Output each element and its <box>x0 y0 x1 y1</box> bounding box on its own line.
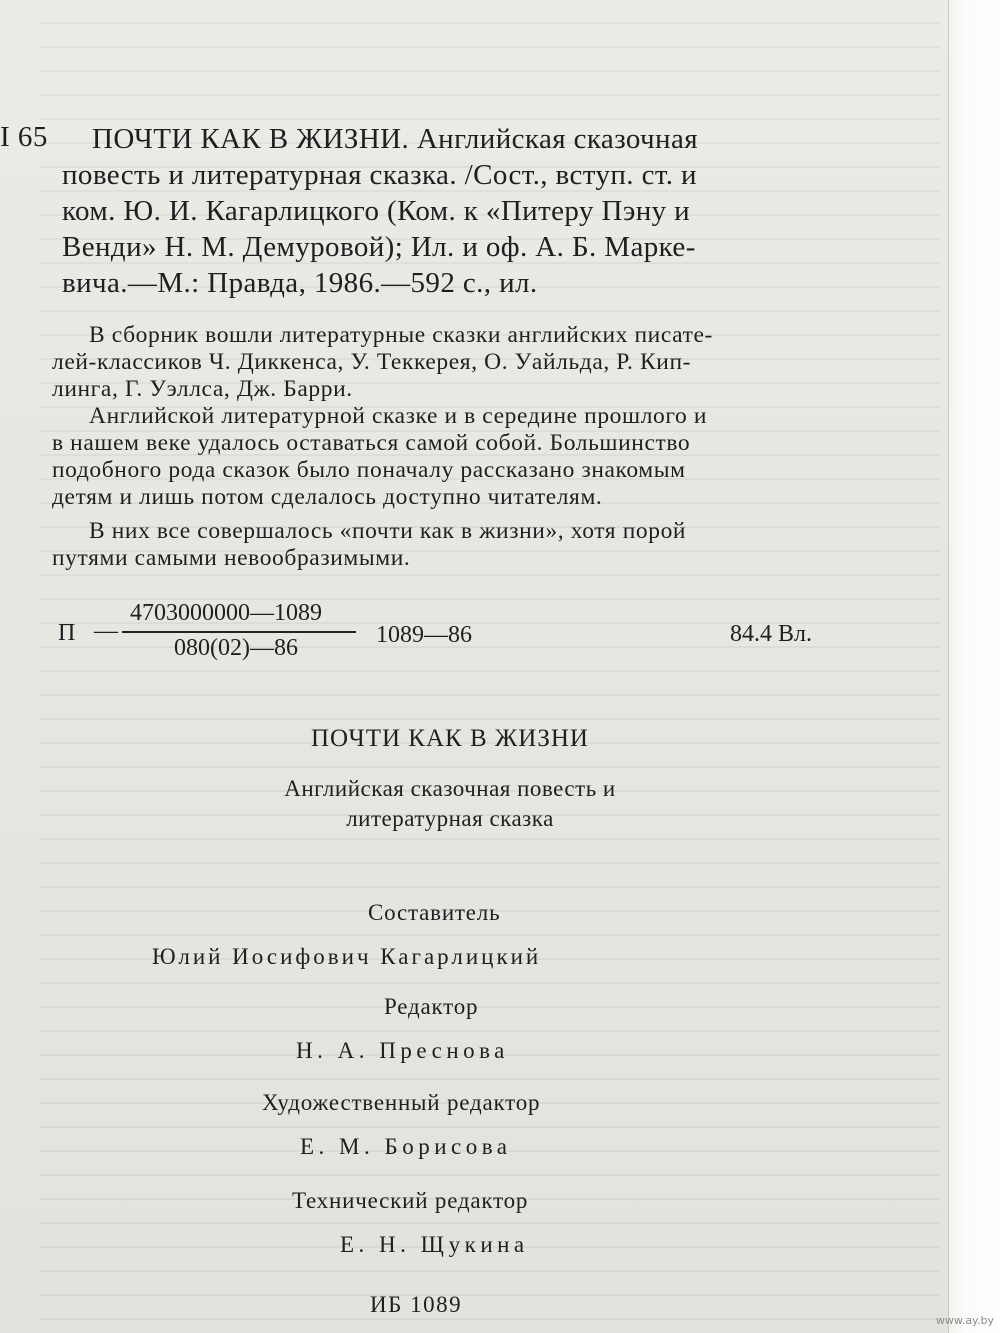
annotation-line: линга, Г. Уэллса, Дж. Барри. <box>52 376 353 402</box>
book-title: ПОЧТИ КАК В ЖИЗНИ <box>311 725 589 752</box>
annotation-line: Английской литературной сказке и в середине прошлого и <box>89 403 708 429</box>
annotation-line: детям и лишь потом сделалось доступно читателям. <box>52 484 603 510</box>
biblio-line: вича.—М.: Правда, 1986.—592 с., ил. <box>62 267 538 299</box>
credit-name-editor: Н. А. Преснова <box>296 1038 509 1063</box>
annotation-line: лей-классиков Ч. Диккенса, У. Теккерея, О. Уайльда, Р. Кип- <box>52 349 692 375</box>
credit-role-tech-editor: Технический редактор <box>292 1188 529 1213</box>
catalog-order: 1089—86 <box>376 622 472 648</box>
credit-name-tech-editor: Е. Н. Щукина <box>340 1232 529 1257</box>
annotation-line: в нашем веке удалось оставаться самой собой. Большинство <box>52 430 691 456</box>
annotation-line: В них все совершалось «почти как в жизни», хотя порой <box>89 518 687 544</box>
credit-name-art-editor: Е. М. Борисова <box>300 1134 512 1159</box>
catalog-denominator: 080(02)—86 <box>174 635 298 661</box>
catalog-price: 84.4 Вл. <box>730 621 812 647</box>
biblio-line: ком. Ю. И. Кагарлицкого (Ком. к «Питеру Пэну и <box>62 195 691 227</box>
biblio-line: повесть и литературная сказка. /Сост., вступ. ст. и <box>62 159 697 191</box>
ib-number: ИБ 1089 <box>370 1292 463 1317</box>
annotation-line: В сборник вошли литературные сказки английских писате- <box>89 322 713 348</box>
fraction-rule <box>122 631 356 633</box>
catalog-numerator: 4703000000—1089 <box>130 600 322 626</box>
next-page-edge <box>948 0 1000 1333</box>
biblio-line: Венди» Н. М. Демуровой); Ил. и оф. А. Б. Марке- <box>62 231 696 263</box>
credit-role-editor: Редактор <box>384 994 479 1019</box>
credit-name-compiler: Юлий Иосифович Кагарлицкий <box>152 944 542 969</box>
annotation-line: путями самыми невообразимыми. <box>52 545 411 571</box>
catalog-index <box>0 600 940 660</box>
catalog-dash: — <box>94 618 118 644</box>
cut-off-line <box>40 1320 440 1333</box>
site-watermark: www.ay.by <box>935 1314 994 1327</box>
credit-role-art-editor: Художественный редактор <box>262 1090 541 1115</box>
credit-role-compiler: Составитель <box>368 900 501 925</box>
annotation-line: подобного рода сказок было поначалу рассказано знакомым <box>52 457 686 483</box>
subtitle-line: Английская сказочная повесть и <box>284 776 616 801</box>
biblio-line: ПОЧТИ КАК В ЖИЗНИ. Английская сказочная <box>92 123 698 155</box>
catalog-letter: П <box>58 620 76 646</box>
book-subtitle <box>100 774 800 834</box>
index-code: I 65 <box>0 121 48 153</box>
subtitle-line: литературная сказка <box>346 806 554 831</box>
